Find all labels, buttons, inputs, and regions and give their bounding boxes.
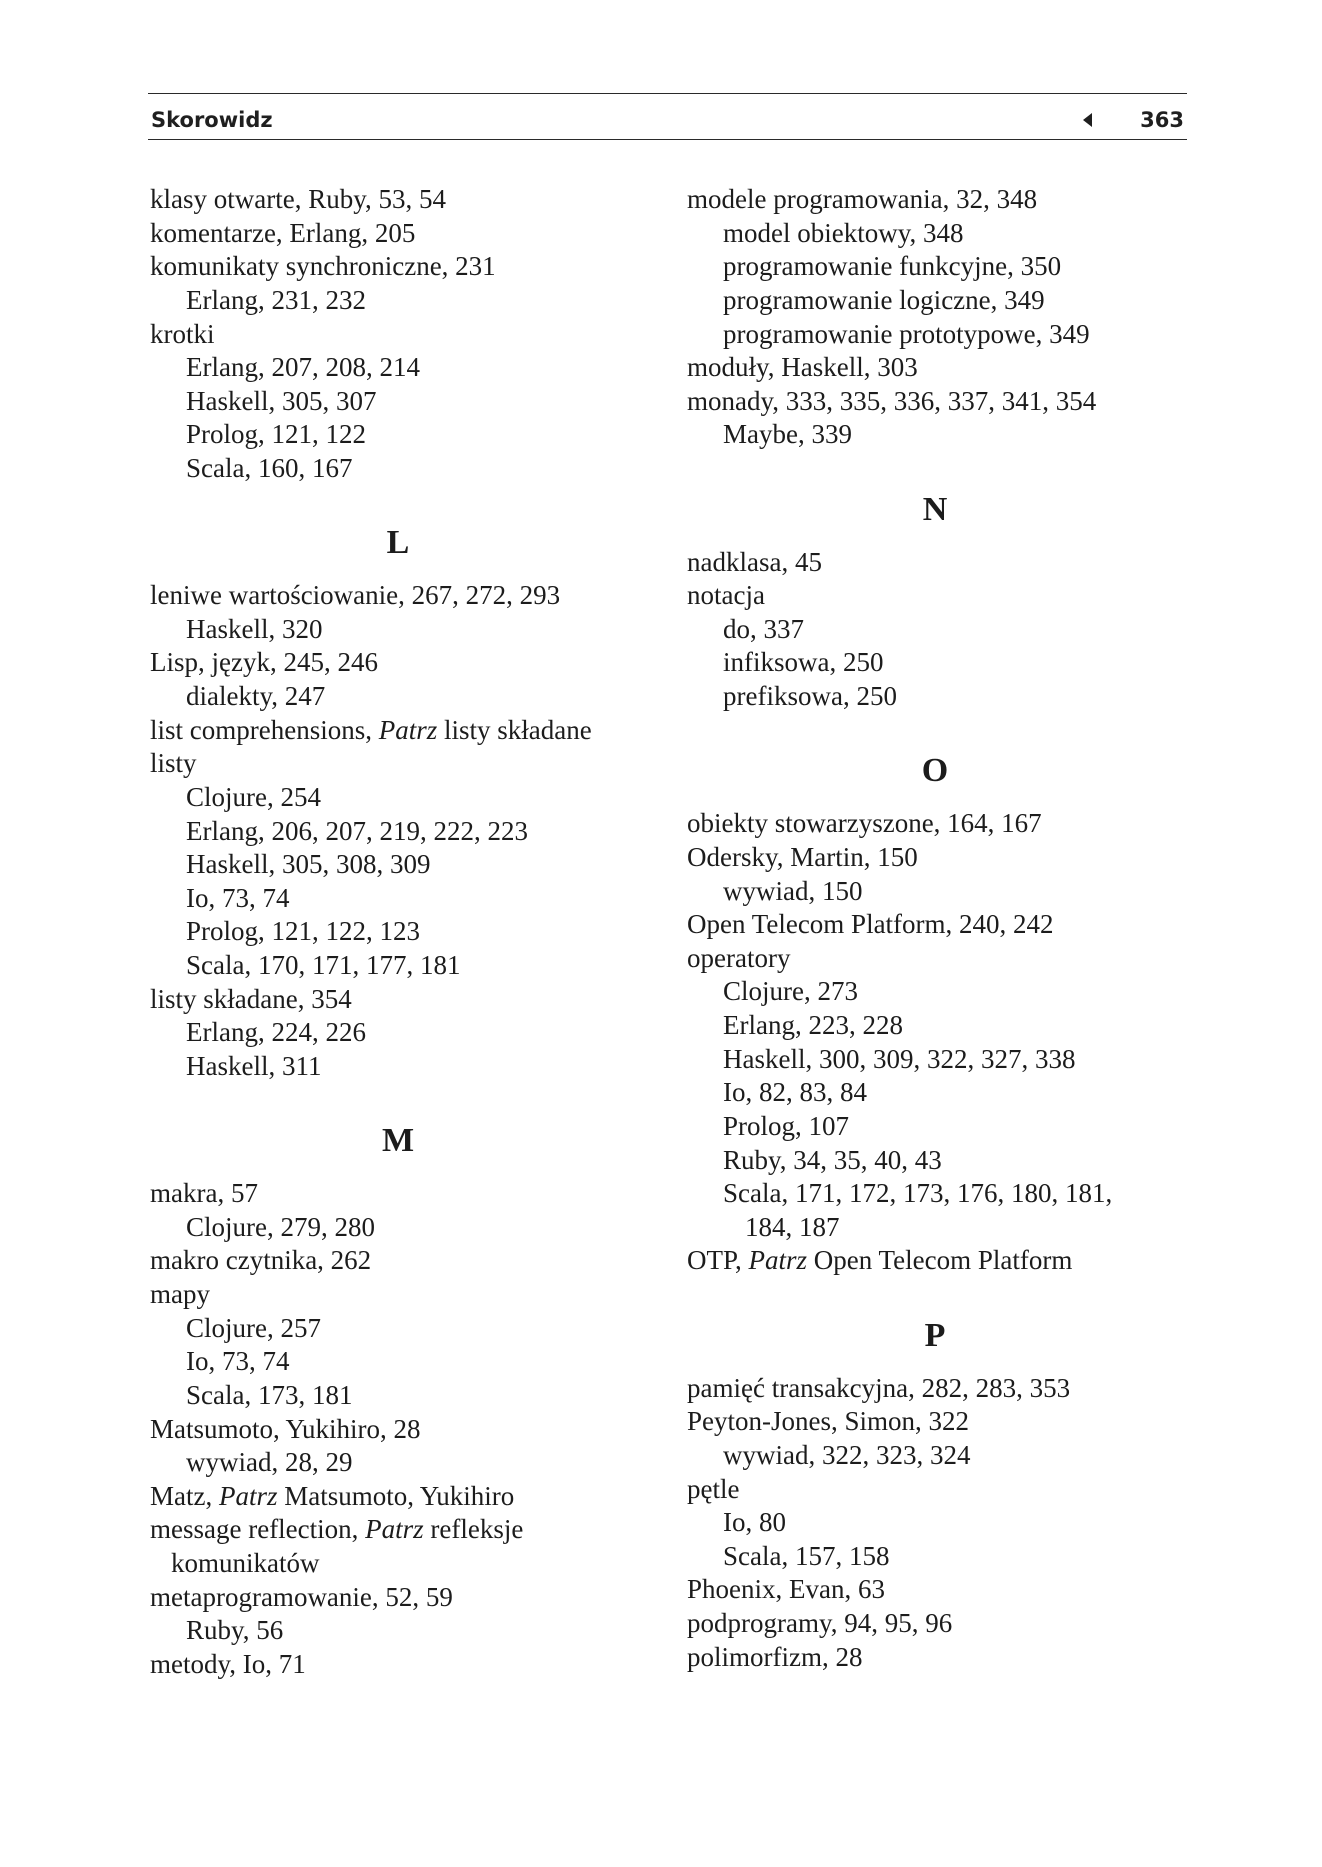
index-subentry [687,1110,1183,1144]
index-subentry [687,1144,1183,1178]
index-subentry [150,882,646,916]
index-entry [687,351,1183,385]
entry-text: Scala, 157, 158 [723,1540,890,1571]
entry-text: wywiad, 322, 323, 324 [723,1439,971,1470]
entry-text: wywiad, 150 [723,875,863,906]
entry-text: Matz, [150,1480,213,1511]
index-subentry [150,1312,646,1346]
entry-text: Phoenix, Evan, 63 [687,1574,885,1605]
entry-text: notacja [687,580,765,611]
entry-text: Clojure, 257 [186,1312,321,1343]
entry-text: makro czytnika, 262 [150,1245,372,1276]
index-subentry [687,1177,1183,1211]
entry-text: Prolog, 121, 122 [186,419,367,450]
index-entry [150,217,646,251]
entry-text: Haskell, 311 [186,1050,322,1081]
index-subentry [687,284,1183,318]
index-entry [687,1473,1183,1507]
entry-text: moduły, Haskell, 303 [687,352,918,383]
running-head-title: Skorowidz [151,108,273,132]
index-entry [150,1413,646,1447]
entry-text: listy [150,748,197,779]
index-subentry [150,418,646,452]
index-entry [687,1607,1183,1641]
running-head-bottom-rule [148,139,1187,140]
index-subentry [687,1540,1183,1574]
cross-reference-label: Patrz [378,714,438,745]
entry-text: leniwe wartościowanie, 267, 272, 293 [150,580,561,611]
entry-text: Odersky, Martin, 150 [687,841,918,872]
index-subentry [687,250,1183,284]
entry-text: komunikaty synchroniczne, 231 [150,251,496,282]
index-subentry [150,781,646,815]
entry-text: Erlang, 223, 228 [723,1010,903,1041]
entry-text: metody, Io, 71 [150,1648,306,1679]
index-entry [687,546,1183,580]
index-subentry [687,646,1183,680]
index-subentry [150,680,646,714]
cross-reference-label: Patrz [748,1245,808,1276]
index-column-left [150,183,646,1682]
index-entry [687,385,1183,419]
entry-text: Erlang, 207, 208, 214 [186,352,420,383]
index-subentry [150,848,646,882]
index-subentry [150,815,646,849]
cross-reference-label: Patrz [218,1480,278,1511]
entry-text: Prolog, 107 [723,1110,850,1141]
entry-text: Haskell, 300, 309, 322, 327, 338 [723,1043,1076,1074]
entry-text: komunikatów [171,1548,320,1579]
entry-text: metaprogramowanie, 52, 59 [150,1581,453,1612]
running-head-top-rule [148,93,1187,94]
index-subentry [687,1439,1183,1473]
entry-text: Ruby, 56 [186,1615,284,1646]
cross-reference-target: listy składane [444,714,592,745]
section-letter-heading: O [921,752,949,790]
index-entry [687,807,1183,841]
index-entry [687,1573,1183,1607]
index-subentry [150,385,646,419]
entry-text: Matsumoto, Yukihiro, 28 [150,1413,421,1444]
index-subentry [150,1614,646,1648]
index-entry [150,714,646,748]
index-entry [150,1513,646,1547]
index-subentry [687,418,1183,452]
entry-text: Erlang, 231, 232 [186,284,366,315]
section-letter-heading: N [922,490,948,528]
index-subentry [150,1050,646,1084]
index-subentry [150,452,646,486]
entry-text: OTP, [687,1245,742,1276]
index-subentry [150,284,646,318]
entry-text: Maybe, 339 [723,419,852,450]
index-entry [687,908,1183,942]
index-subentry [687,318,1183,352]
index-entry [150,1581,646,1615]
index-subentry [150,1211,646,1245]
index-entry [150,747,646,781]
cross-reference-target: refleksje [430,1514,524,1545]
entry-text: wywiad, 28, 29 [186,1447,353,1478]
index-subentry [687,217,1183,251]
index-entry [150,983,646,1017]
entry-text: Io, 82, 83, 84 [723,1077,867,1108]
section-letter-heading: L [386,524,410,562]
entry-text: polimorfizm, 28 [687,1641,863,1672]
index-entry [150,183,646,217]
entry-text: podprogramy, 94, 95, 96 [687,1608,953,1639]
index-subentry [687,975,1183,1009]
index-entry [150,1177,646,1211]
entry-text: programowanie prototypowe, 349 [723,318,1090,349]
entry-text: Open Telecom Platform, 240, 242 [687,909,1054,940]
index-entry [687,942,1183,976]
entry-text: 184, 187 [745,1211,840,1242]
index-entry [150,1244,646,1278]
index-entry [687,1372,1183,1406]
index-subentry [150,1446,646,1480]
entry-text: monady, 333, 335, 336, 337, 341, 354 [687,385,1097,416]
entry-text: Haskell, 305, 307 [186,385,377,416]
entry-text: Scala, 173, 181 [186,1379,353,1410]
page-number: 363 [1140,108,1184,132]
entry-text: programowanie logiczne, 349 [723,284,1045,315]
entry-text: Haskell, 305, 308, 309 [186,849,431,880]
entry-text: Clojure, 279, 280 [186,1211,375,1242]
entry-text: Erlang, 206, 207, 219, 222, 223 [186,815,528,846]
index-entry [150,579,646,613]
index-entry [687,579,1183,613]
entry-text: message reflection, [150,1514,359,1545]
index-subentry [687,1043,1183,1077]
entry-text: Clojure, 254 [186,781,321,812]
section-letter-heading: P [924,1316,946,1354]
index-turnover-line [687,1211,1183,1245]
entry-text: do, 337 [723,613,804,644]
entry-text: obiekty stowarzyszone, 164, 167 [687,808,1042,839]
index-subentry [150,1016,646,1050]
entry-text: Scala, 160, 167 [186,453,353,483]
entry-text: listy składane, 354 [150,983,352,1014]
entry-text: Io, 80 [723,1507,786,1538]
cross-reference-label: Patrz [365,1514,424,1545]
entry-text: Io, 73, 74 [186,1346,290,1377]
entry-text: Lisp, język, 245, 246 [150,647,378,678]
index-entry [687,1641,1183,1675]
index-subentry [150,351,646,385]
entry-text: komentarze, Erlang, 205 [150,217,416,248]
entry-text: programowanie funkcyjne, 350 [723,251,1062,282]
entry-text: makra, 57 [150,1178,258,1209]
index-subentry [687,1009,1183,1043]
index-entry [150,318,646,352]
section-letter-heading: M [381,1122,415,1160]
entry-text: klasy otwarte, Ruby, 53, 54 [150,184,446,214]
index-entry [687,1405,1183,1439]
index-entry [150,1278,646,1312]
entry-text: pętle [687,1473,740,1504]
index-subentry [150,613,646,647]
index-entry [150,250,646,284]
index-entry [150,1480,646,1514]
entry-text: nadklasa, 45 [687,546,822,577]
index-entry [687,841,1183,875]
entry-text: Io, 73, 74 [186,882,290,913]
entry-text: Erlang, 224, 226 [186,1017,366,1048]
index-turnover-line [150,1547,646,1581]
entry-text: Scala, 170, 171, 177, 181 [186,950,461,981]
entry-text: infiksowa, 250 [723,647,884,678]
entry-text: Ruby, 34, 35, 40, 43 [723,1144,942,1175]
entry-text: operatory [687,942,791,973]
index-subentry [687,680,1183,714]
index-subentry [687,1076,1183,1110]
entry-text: pamięć transakcyjna, 282, 283, 353 [687,1372,1071,1403]
entry-text: modele programowania, 32, 348 [687,184,1038,214]
index-subentry [687,1506,1183,1540]
entry-text: dialekty, 247 [186,681,326,712]
index-entry [150,646,646,680]
cross-reference-target: Open Telecom Platform [813,1245,1073,1276]
cross-reference-target: Matsumoto, Yukihiro [284,1480,515,1511]
entry-text: Prolog, 121, 122, 123 [186,916,421,947]
index-subentry [150,1379,646,1413]
entry-text: Haskell, 320 [186,613,323,644]
entry-text: Clojure, 273 [723,976,858,1007]
entry-text: mapy [150,1279,210,1310]
entry-text: list comprehensions, [150,714,372,745]
entry-text: prefiksowa, 250 [723,681,897,712]
index-subentry [687,875,1183,909]
triangle-left-icon [1083,113,1092,127]
entry-text: Scala, 171, 172, 173, 176, 180, 181, [723,1178,1113,1209]
index-subentry [150,949,646,983]
index-entry [150,1648,646,1682]
index-subentry [150,915,646,949]
index-subentry [687,613,1183,647]
index-entry [687,183,1183,217]
index-column-right [687,183,1183,1674]
entry-text: krotki [150,318,215,349]
index-subentry [150,1345,646,1379]
entry-text: model obiektowy, 348 [723,217,964,248]
entry-text: Peyton-Jones, Simon, 322 [687,1406,970,1437]
index-entry [687,1244,1183,1278]
